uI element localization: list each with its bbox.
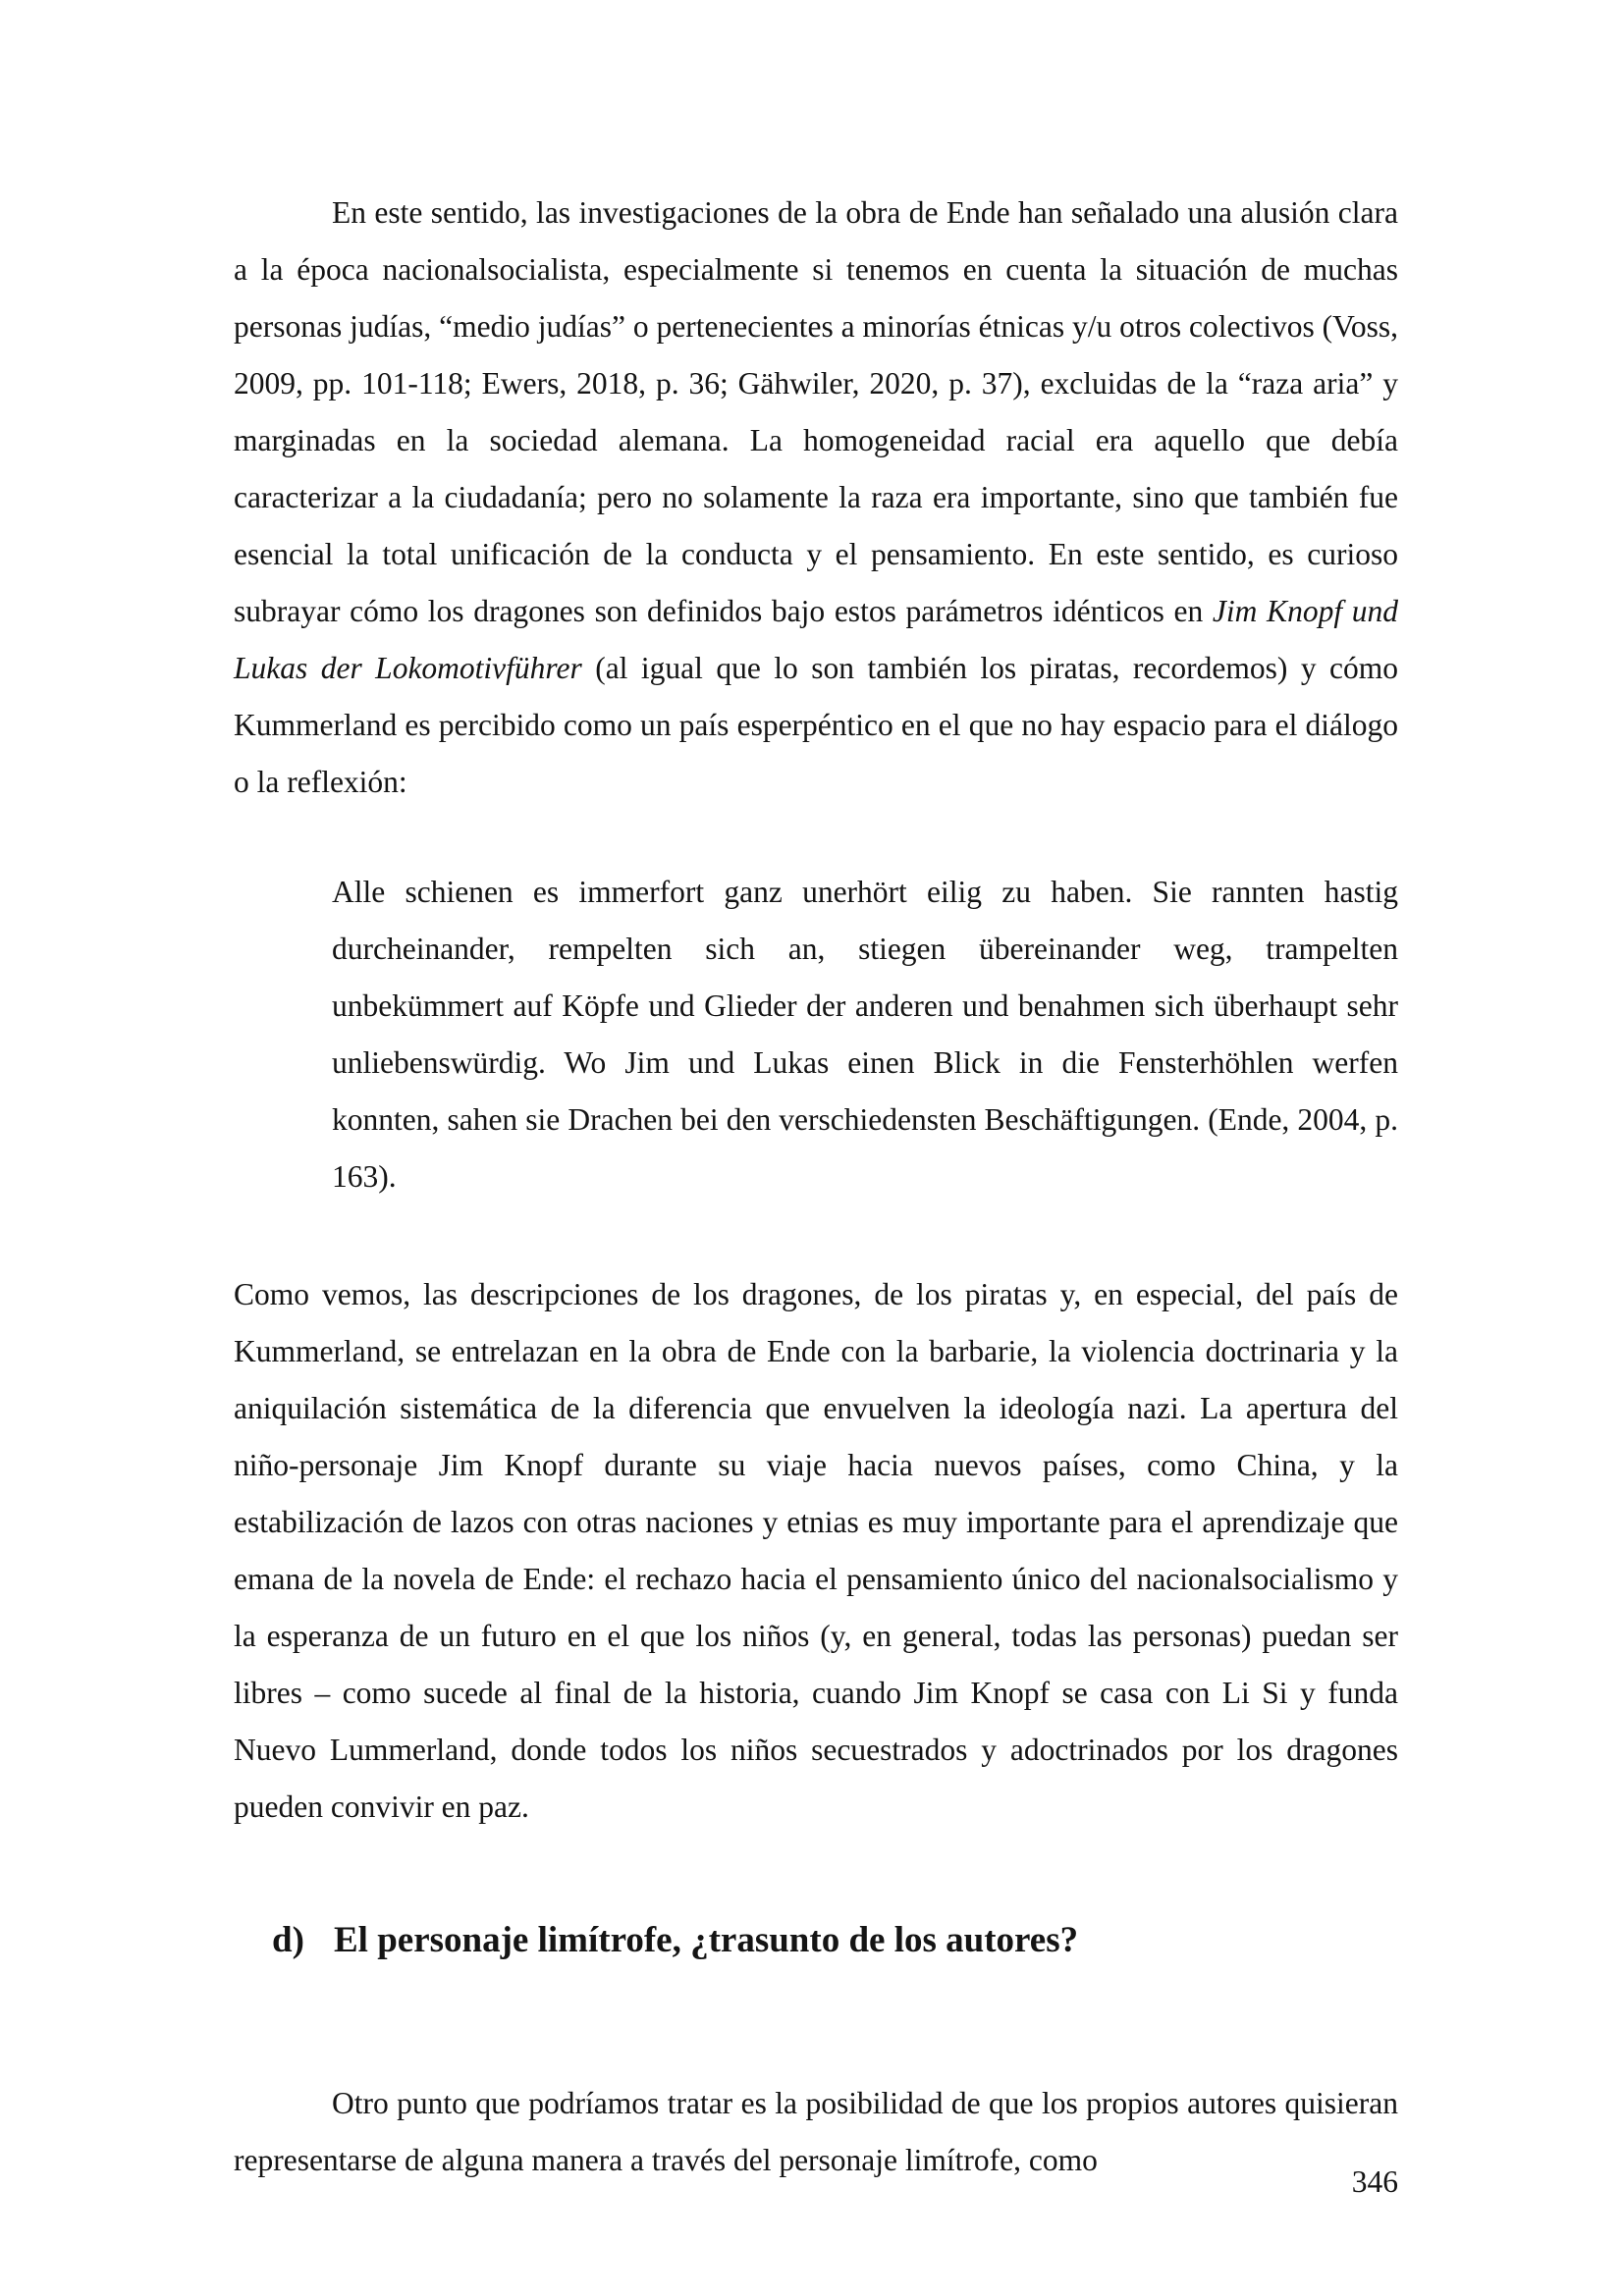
paragraph-1-text-start: En este sentido, las investigaciones de la obra de Ende han señalado una alusión clara a la época nacionalsocialista, especialmente si tenemos en cuenta la situación de muchas personas judías, “medio judías” o pertenecientes a minorías étnicas y/u otros colectivos (Voss, 2009, pp. 101-118; Ewers, 2018, p. 36; Gähwiler, 2020, p. 37), excluidas de la “raza aria” y marginadas en la sociedad alemana. La homogeneidad racial era aquello que debía caracterizar a la ciudadanía; pero no solamente la raza era importante, sino que también fue esencial la total unificación de la conducta y el pensamiento. En este sentido, es curioso subrayar cómo los dragones son definidos bajo estos parámetros idénticos en [234,195,1398,628]
paragraph-1-text-end: (al igual que lo son también los piratas, recordemos) y cómo Kummerland es percibido como un país esperpéntico en el que no hay espacio para el diálogo o la reflexión: [234,651,1399,799]
block-quote: Alle schienen es immerfort ganz unerhört eilig zu haben. Sie rannten hastig durcheinander, rempelten sich an, stiegen übereinander weg, trampelten unbekümmert auf Köpfe und Glieder der anderen und benahmen sich überhaupt sehr unliebenswürdig. Wo Jim und Lukas einen Blick in die Fensterhöhlen werfen konnten, sahen sie Drachen bei den verschiedensten Beschäftigungen. (Ende, 2004, p. 163). [332,875,1398,1194]
body-paragraph-3: Otro punto que podríamos tratar es la posibilidad de que los propios autores quisieran representarse de alguna manera a través del personaje limítrofe, como [234,2086,1398,2177]
section-heading-marker: d) [272,1920,304,1960]
body-paragraph-1 [234,185,1398,811]
section-heading-text: El personaje limítrofe, ¿trasunto de los autores? [334,1920,1079,1960]
body-paragraph-2: Como vemos, las descripciones de los dragones, de los piratas y, en especial, del país de Kummerland, se entrelazan en la obra de Ende con la barbarie, la violencia doctrinaria y la aniquilación sistemática de la diferencia que envuelven la ideología nazi. La apertura del niño-personaje Jim Knopf durante su viaje hacia nuevos países, como China, y la estabilización de lazos con otras naciones y etnias es muy importante para el aprendizaje que emana de la novela de Ende: el rechazo hacia el pensamiento único del nacionalsocialismo y la esperanza de un futuro en el que los niños (y, en general, todas las personas) puedan ser libres – como sucede al final de la historia, cuando Jim Knopf se casa con Li Si y funda Nuevo Lummerland, donde todos los niños secuestrados y adoctrinados por los dragones pueden convivir en paz. [234,1277,1398,1824]
section-heading [272,1916,1078,1965]
page-number: 346 [1351,2164,1398,2199]
book-title: Jim Knopf und Lukas der Lokomotivführer [234,594,1398,685]
